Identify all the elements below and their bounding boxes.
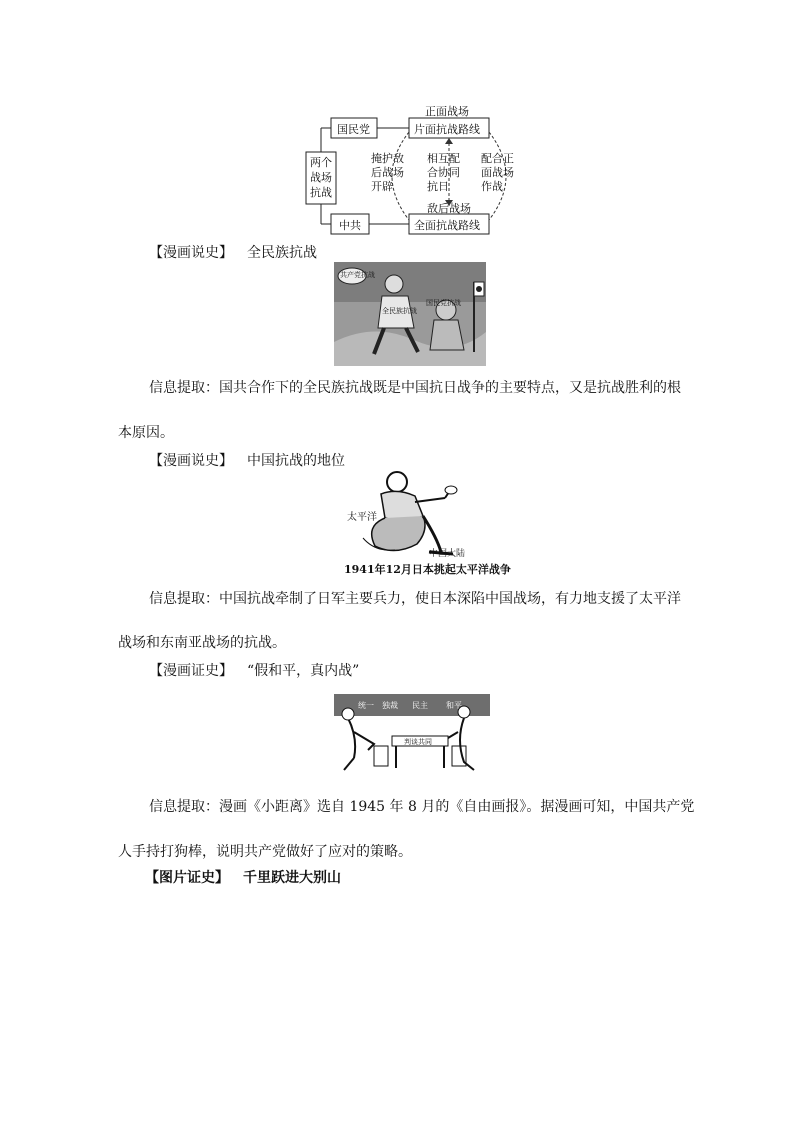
cartoon-china-position: [345, 468, 469, 562]
section-2-bracket: 【漫画说史】: [149, 453, 233, 469]
left-box-label: 国民党: [337, 123, 370, 136]
bottom-label: 敌后战场: [427, 202, 471, 215]
col3-line-2: 面战场: [481, 166, 514, 179]
top-label: 正面战场: [425, 105, 469, 118]
section-2-caption: 1941年12月日本挑起太平洋战争: [344, 563, 511, 576]
bottom-left-box-label: 中共: [339, 219, 361, 232]
section-3-bracket: 【漫画证史】: [149, 663, 233, 679]
col3-line-3: 作战: [481, 180, 503, 193]
section-3-title: “假和平，真内战”: [247, 663, 360, 679]
center-box-line-3: 抗战: [310, 186, 332, 199]
cartoon-2-label-mainland: 中国大陆: [429, 549, 466, 559]
section-3-info-line-1: 信息提取：漫画《小距离》选自 1945 年 8 月的《自由画报》。据漫画可知，中国共产党: [149, 799, 695, 815]
section-2-info-line-1: 信息提取：中国抗战牵制了日军主要兵力，使日本深陷中国战场，有力地支援了太平洋: [149, 591, 681, 607]
cartoon-1-label-3: 全民族抗战: [382, 307, 417, 315]
col1-line-2: 后战场: [371, 166, 404, 179]
battlefield-diagram: [305, 100, 520, 236]
cartoon-1-label-1: 共产党抗战: [340, 271, 375, 279]
section-2-info-line-2: 战场和东南亚战场的抗战。: [118, 635, 286, 651]
col1-line-1: 掩护敌: [371, 152, 404, 165]
top-box-label: 片面抗战路线: [414, 123, 480, 136]
section-3-heading: [149, 662, 359, 680]
cartoon-3-label-1: 统一: [358, 701, 374, 710]
center-box-line-1: 两个: [310, 156, 332, 169]
section-1-heading: [149, 244, 317, 262]
bottom-box-label: 全面抗战路线: [414, 219, 480, 232]
cartoon-1-label-2: 国民党抗战: [426, 299, 461, 307]
section-2-heading: [149, 452, 345, 470]
cartoon-fake-peace: [334, 688, 490, 774]
section-1-title: 全民族抗战: [247, 245, 317, 261]
col1-line-3: 开辟: [371, 180, 393, 193]
section-3-info-line-2: 人手持打狗棒，说明共产党做好了应对的策略。: [118, 844, 412, 860]
cartoon-3-label-2: 独裁: [382, 701, 398, 710]
center-box-line-2: 战场: [310, 171, 332, 184]
col2-line-1: 相互配: [427, 152, 460, 165]
section-4-heading: [145, 869, 341, 887]
cartoon-3-label-5: 判谈共同: [404, 738, 432, 746]
cartoon-3-label-4: 和平: [446, 701, 462, 710]
cartoon-2-label-pacific: 太平洋: [347, 512, 377, 523]
section-1-info-line-2: 本原因。: [118, 425, 174, 441]
section-2-title: 中国抗战的地位: [247, 453, 345, 469]
col3-line-1: 配合正: [481, 152, 514, 165]
section-4-bracket: 【图片证史】: [145, 870, 229, 886]
cartoon-national-resistance: [334, 262, 486, 366]
col2-line-2: 合协同: [427, 166, 460, 179]
section-4-title: 千里跃进大别山: [243, 870, 341, 886]
cartoon-3-label-3: 民主: [412, 701, 428, 710]
section-1-bracket: 【漫画说史】: [149, 245, 233, 261]
section-1-info-line-1: 信息提取：国共合作下的全民族抗战既是中国抗日战争的主要特点，又是抗战胜利的根: [149, 380, 681, 396]
col2-line-3: 抗日: [427, 180, 449, 193]
